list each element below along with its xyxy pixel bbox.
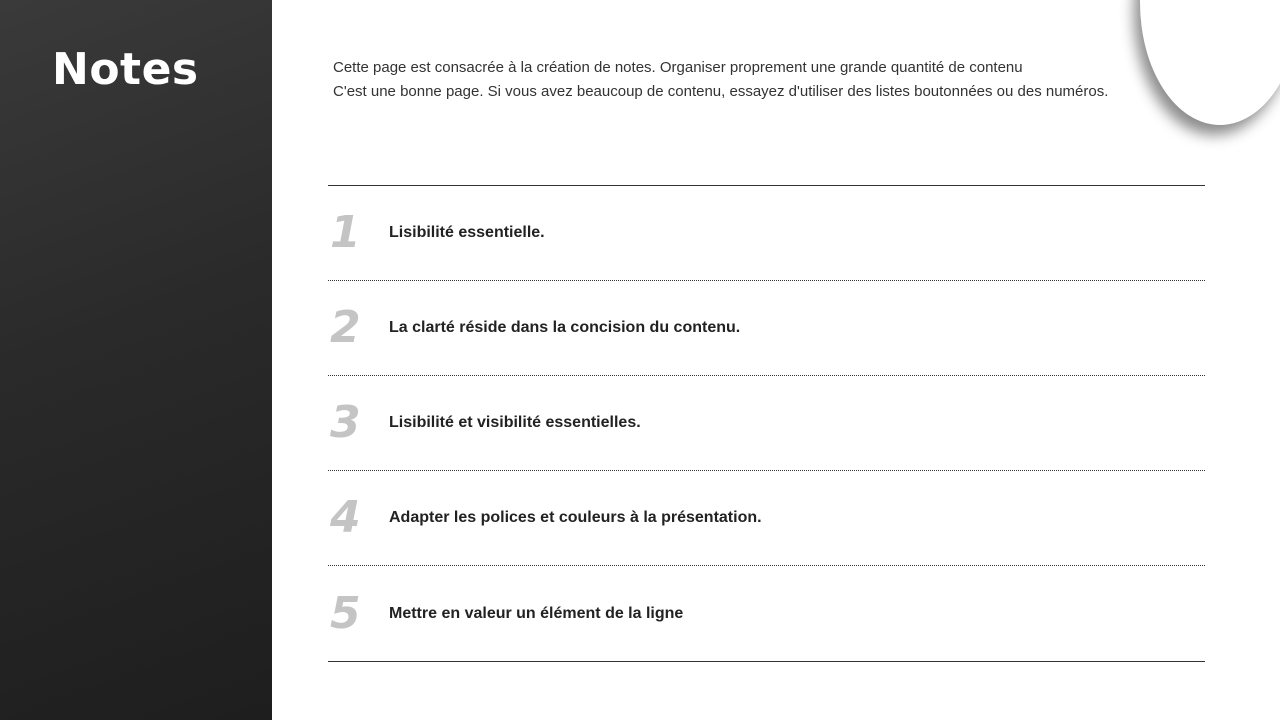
- item-text: La clarté réside dans la concision du contenu.: [389, 319, 741, 336]
- item-number: 4: [330, 492, 361, 543]
- item-text: Lisibilité et visibilité essentielles.: [389, 414, 641, 431]
- intro-line-1: Cette page est consacrée à la création de notes. Organiser proprement une grande quantité de contenu: [333, 59, 1023, 76]
- item-text: Adapter les polices et couleurs à la présentation.: [389, 509, 762, 526]
- sidebar: [0, 0, 272, 720]
- notes-list: [328, 185, 1205, 662]
- item-number: 1: [330, 207, 361, 258]
- list-item: [328, 471, 1205, 566]
- list-item: [328, 281, 1205, 376]
- item-number: 5: [330, 587, 361, 639]
- item-text: Mettre en valeur un élément de la ligne: [389, 604, 684, 622]
- list-item: [328, 566, 1205, 661]
- intro-text: [333, 56, 1163, 104]
- item-text: Lisibilité essentielle.: [389, 224, 545, 241]
- item-number: 3: [330, 397, 361, 448]
- page-title: Notes: [52, 44, 199, 95]
- item-number: 2: [330, 302, 361, 353]
- list-item: [328, 186, 1205, 281]
- intro-line-2: C'est une bonne page. Si vous avez beaucoup de contenu, essayez d'utiliser des listes boutonnées ou des numéros.: [333, 83, 1109, 100]
- list-item: [328, 376, 1205, 471]
